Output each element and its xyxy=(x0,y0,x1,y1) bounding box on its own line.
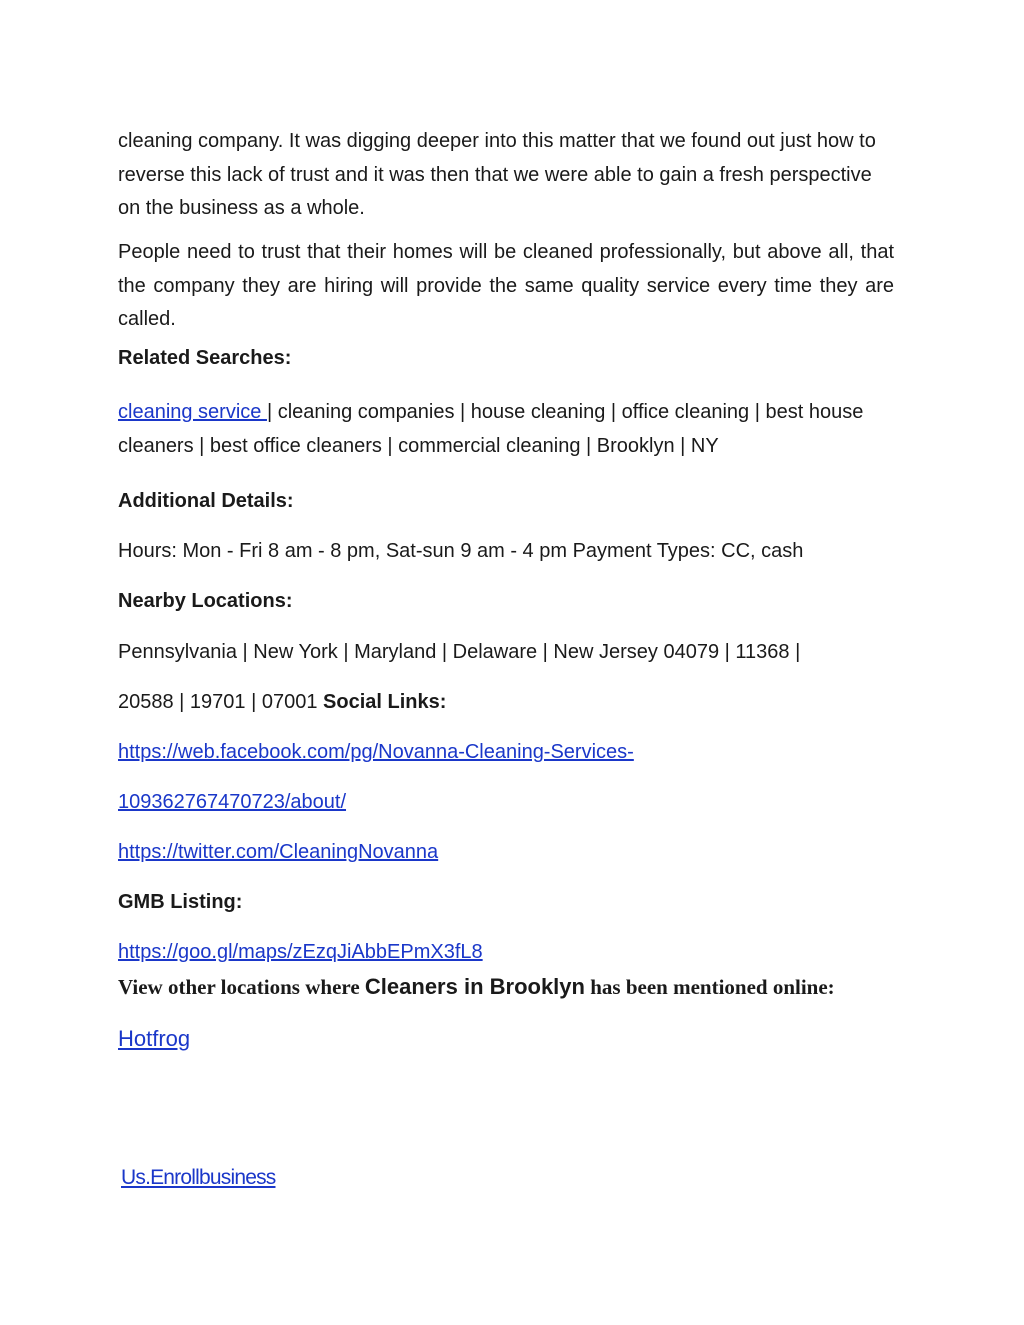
related-searches-text: | cleaning companies | house cleaning | office cleaning | best house cleaners | best office cleaners | commercial cleaning | Brooklyn | NY xyxy=(118,401,864,457)
zip-codes-text: 20588 | 19701 | 07001 xyxy=(118,691,324,713)
twitter-link-line xyxy=(118,836,894,870)
hotfrog-link[interactable]: Hotfrog xyxy=(118,1026,191,1051)
gmb-link-line xyxy=(118,936,894,970)
related-searches-list xyxy=(118,396,894,463)
cleaning-service-link[interactable]: cleaning service xyxy=(118,401,267,423)
mentions-highlight: Cleaners in Brooklyn xyxy=(364,974,585,999)
additional-details-heading: Additional Details: xyxy=(118,490,294,512)
facebook-link-continued[interactable]: 109362767470723/about/ xyxy=(118,791,347,813)
mentions-prefix: View other locations where xyxy=(118,975,365,999)
hours-payment-text: Hours: Mon - Fri 8 am - 8 pm, Sat-sun 9 am - 4 pm Payment Types: CC, cash xyxy=(118,540,804,562)
intro-paragraph: cleaning company. It was digging deeper into this matter that we found out just how to reverse this lack of trust and it was then that we were able to gain a fresh perspective on the business as a whole. xyxy=(118,130,876,219)
mentions-text xyxy=(118,974,894,1000)
gmb-maps-link[interactable]: https://goo.gl/maps/zEzqJiAbbEPmX3fL8 xyxy=(118,941,483,963)
mentions-suffix: has been mentioned online: xyxy=(584,975,835,999)
enrollbusiness-link-line xyxy=(121,1161,897,1195)
trust-paragraph: People need to trust that their homes will be cleaned professionally, but above all, that the company they are hiring will provide the same quality service every time they are called. xyxy=(118,241,894,330)
facebook-link[interactable]: https://web.facebook.com/pg/Novanna-Cleaning-Services- xyxy=(118,741,634,763)
related-searches-heading: Related Searches: xyxy=(118,347,292,369)
facebook-link-line-2 xyxy=(118,786,894,820)
hotfrog-link-line xyxy=(118,1022,894,1056)
enrollbusiness-link[interactable]: Us.Enrollbusiness xyxy=(121,1166,276,1189)
facebook-link-line-1 xyxy=(118,736,894,770)
gmb-listing-heading: GMB Listing: xyxy=(118,891,243,913)
nearby-locations-heading: Nearby Locations: xyxy=(118,590,293,612)
twitter-link[interactable]: https://twitter.com/CleaningNovanna xyxy=(118,841,439,863)
social-links-heading: Social Links: xyxy=(323,691,447,713)
nearby-locations-line-2 xyxy=(118,686,894,720)
nearby-locations-line-1: Pennsylvania | New York | Maryland | Delaware | New Jersey 04079 | 11368 | xyxy=(118,641,801,663)
